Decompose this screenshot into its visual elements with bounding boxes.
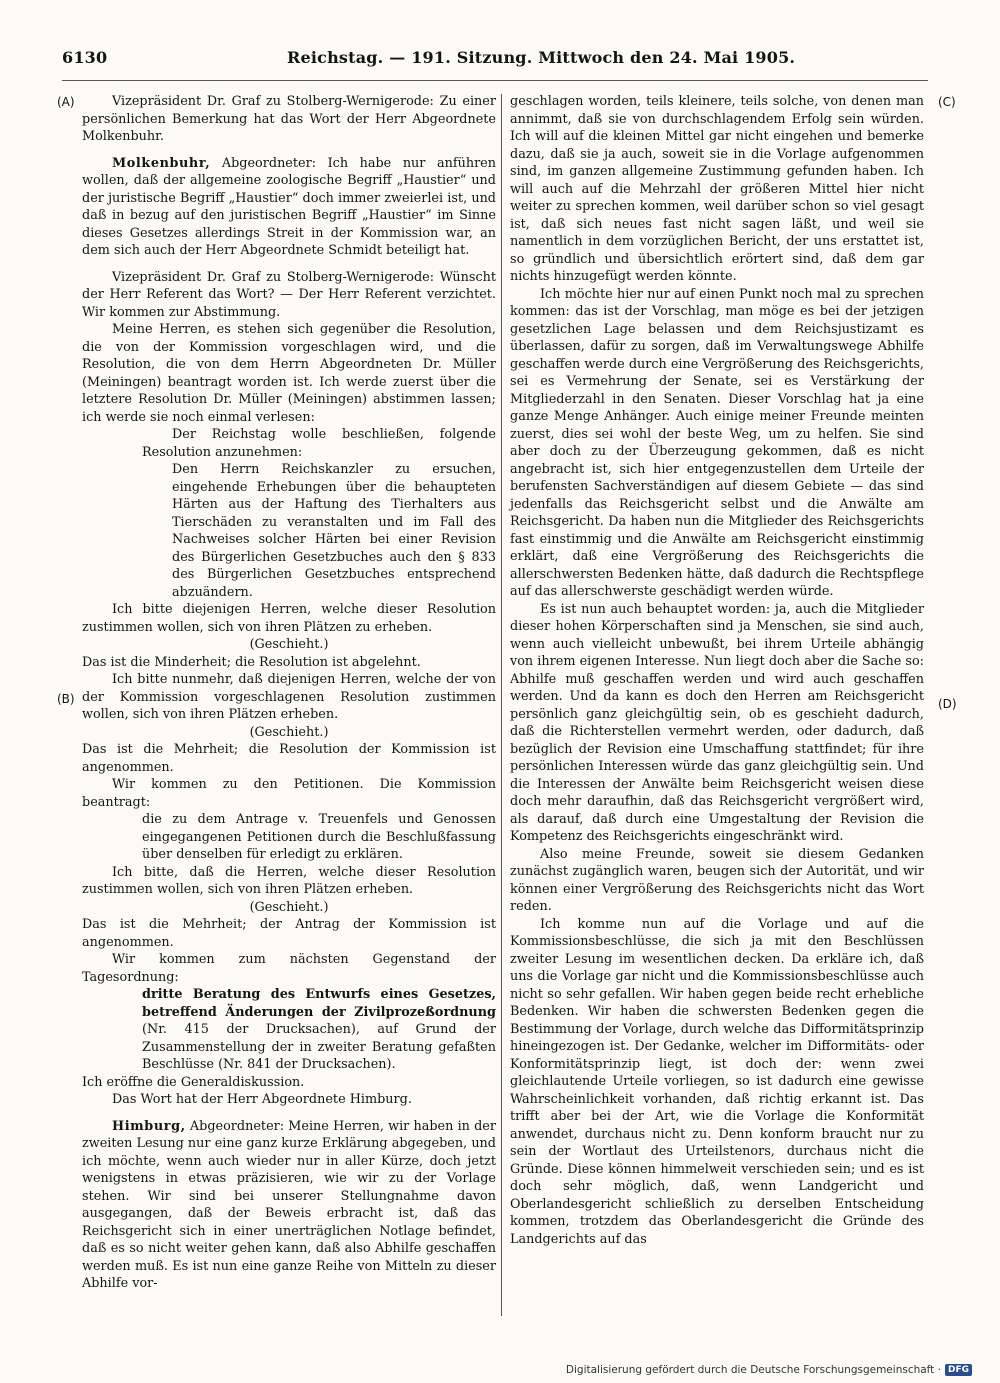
page-number: 6130 — [62, 48, 108, 67]
right-column — [510, 93, 924, 1248]
stage-direction: (Geschieht.) — [249, 724, 329, 740]
paragraph: Ich eröffne die Generaldiskussion. — [82, 1074, 305, 1090]
speech-text: Abgeordneter: Meine Herren, wir haben in der zweiten Lesung nur eine ganz kurze Erklärung abgegeben, und ich möchte, wenn auch wieder nur in aller Kürze, doch jetzt wenigstens in etwas präzisieren, wie wir zu der Vorlage stehen. Wir sind bei unserer Stellungnahme davon ausgegangen, daß der Beweis erbracht ist, daß das Reichsgericht sich in einer unerträglichen Notlage befindet, daß es so nicht weiter gehen kann, daß also Abhilfe geschaffen werden muß. Es ist nun eine ganze Reihe von Mitteln zu dieser Abhilfe vor- — [82, 1118, 496, 1291]
speech-paragraph — [82, 1118, 496, 1293]
paragraph: Wir kommen zu den Petitionen. Die Kommission beantragt: — [82, 777, 496, 810]
footer-text: Digitalisierung gefördert durch die Deutsche Forschungsgemeinschaft · — [565, 1364, 941, 1376]
header-rule — [62, 80, 928, 81]
stage-direction: (Geschieht.) — [249, 899, 329, 915]
paragraph: Das ist die Mehrheit; die Resolution der Kommission ist angenommen. — [82, 742, 496, 775]
paragraph: Es ist nun auch behauptet worden: ja, auch die Mitglieder dieser hohen Körperschaften sind ja Menschen, sie sind auch, wenn auch vielleicht unbewußt, bei ihrem Urteile abhängig von ihrem eigenen Interesse. Nun liegt doch aber die Sache so: Abhilfe muß geschaffen werden und wird auch geschaffen werden. Und da kann es doch den Herren am Reichsgericht persönlich ganz gleichgültig sein, ob es geschieht dadurch, daß die Richterstellen vermehrt werden, oder dadurch, daß bezüglich der Revision eine Umschaffung stattfindet; für ihre persönlichen Interessen würde das ganz gleichgültig sein. Und die Interessen der Anwälte beim Reichsgericht weisen diese doch mehr daraufhin, daß das Reichsgericht vergrößert wird, als darauf, daß durch eine Umgestaltung der Revision die Kompetenz des Reichsgerichts eingeschränkt wird. — [510, 601, 924, 844]
paragraph: Vizepräsident Dr. Graf zu Stolberg-Wernigerode: Zu einer persönlichen Bemerkung hat das Wort der Herr Abgeordnete Molkenbuhr. — [82, 94, 496, 144]
paragraph: Meine Herren, es stehen sich gegenüber die Resolution, die von der Kommission vorgeschlagen wird, und die Resolution, die von dem Herrn Abgeordneten Dr. Müller (Meiningen) beantragt worden ist. Ich werde zuerst über die letztere Resolution Dr. Müller (Meiningen) abstimmen lassen; ich werde sie noch einmal verlesen: — [82, 322, 496, 425]
stage-direction: (Geschieht.) — [249, 637, 329, 652]
quoted-motion: Der Reichstag wolle beschließen, folgende Resolution anzunehmen: — [142, 427, 496, 460]
margin-marker-c: (C) — [938, 95, 956, 109]
paragraph: Ich bitte, daß die Herren, welche dieser Resolution zustimmen wollen, sich von ihren Plätzen erheben. — [82, 864, 496, 897]
quoted-motion: die zu dem Antrage v. Treuenfels und Genossen eingegangenen Petitionen durch die Beschlußfassung über denselben für erledigt zu erklären. — [142, 812, 496, 862]
speech-text: Abgeordneter: Ich habe nur anführen wollen, daß der allgemeine zoologische Begriff „Haustier“ und der juristische Begriff „Haustier“ doch immer zweierlei ist, und daß in bezug auf den juristischen Begriff „Haustier“ im Sinne dieses Gesetzes allerdings Streit in der Kommission war, an dem sich auch der Herr Abgeordnete Schmidt beteiligt hat. — [82, 155, 496, 258]
column-divider — [501, 94, 502, 1316]
margin-marker-b: (B) — [57, 692, 75, 706]
agenda-item-title: dritte Beratung des Entwurfs eines Gesetzes, betreffend Änderungen der Zivilprozeßordnung — [142, 987, 496, 1020]
paragraph: geschlagen worden, teils kleinere, teils solche, von denen man annimmt, daß sie von durchschlagendem Erfolg sein würden. Ich will auf die kleinen Mittel gar nicht eingehen und bemerke dazu, daß sie ja auch, soweit sie in die Vorlage aufgenommen sind, im ganzen allgemeine Zustimmung gefunden haben. Ich will auch auf die Mehrzahl der größeren Mittel hier nicht weiter zu sprechen kommen, weil darüber schon so viel gesagt ist, daß sich neues fast nicht sagen läßt, und weil sie namentlich in dem vorzüglichen Bericht, der uns erstattet ist, so gründlich und übersichtlich erörtert sind, daß dem gar nichts hinzugefügt werden könnte. — [510, 94, 924, 284]
speaker-name: Himburg, — [112, 1118, 186, 1134]
footer-credit — [566, 1364, 972, 1376]
paragraph: Ich möchte hier nur auf einen Punkt noch mal zu sprechen kommen: das ist der Vorschlag, man möge es bei der jetzigen gesetzlichen Lage belassen und dem Reichsjustizamt es überlassen, dafür zu sorgen, daß im Verwaltungswege Abhilfe geschaffen werde durch eine Vergrößerung des Reichsgerichts, sei es Vermehrung der Senate, sei es Verstärkung der Mitgliederzahl in den Senaten. Dieser Vorschlag hat ja eine ganze Menge Anhänger. Auch einige meiner Freunde meinten zuerst, dies sei wohl der beste Weg, um zu helfen. Sie sind aber doch zu der Überzeugung gekommen, daß es nicht angebracht ist, sich hier entgegenzustellen dem Urteile der berufensten Sachverständigen auf diesem Gebiete — das sind jedenfalls das Reichsgericht selbst und die Anwälte am Reichsgericht. Da haben nun die Mitglieder des Reichsgerichts fast einstimmig und die Anwälte am Reichsgericht einstimmig erklärt, daß eine Vergrößerung des Reichsgerichts die allerschwersten Bedenken hätte, daß dadurch die Rechtspflege auf das allerschwerste geschädigt werden würde. — [510, 286, 924, 599]
running-title: Reichstag. — 191. Sitzung. Mittwoch den 24. Mai 1905. — [287, 48, 796, 67]
paragraph: Ich bitte nunmehr, daß diejenigen Herren, welche der von der Kommission vorgeschlagenen Resolution zustimmen wollen, sich von ihren Plätzen erheben. — [82, 672, 496, 722]
quoted-resolution: Den Herrn Reichskanzler zu ersuchen, eingehende Erhebungen über die behaupteten Härten aus der Haftung des Tierhalters aus Tierschäden zu veranstalten und im Fall des Nachweises solcher Härten bei einer Revision des Bürgerlichen Gesetzbuches auch den § 833 des Bürgerlichen Gesetzbuches entsprechend abzuändern. — [172, 462, 496, 600]
paragraph: Vizepräsident Dr. Graf zu Stolberg-Wernigerode: Wünscht der Herr Referent das Wort? — Der Herr Referent verzichtet. Wir kommen zur Abstimmung. — [82, 269, 496, 320]
margin-marker-d: (D) — [938, 697, 957, 711]
paragraph: Das ist die Minderheit; die Resolution ist abgelehnt. — [82, 654, 421, 670]
agenda-item — [82, 986, 496, 1074]
dfg-logo: DFG — [945, 1364, 972, 1376]
agenda-item-text: (Nr. 415 der Drucksachen), auf Grund der Zusammenstellung der in zweiter Beratung gefaßten Beschlüsse (Nr. 841 der Drucksachen). — [142, 1022, 496, 1072]
paragraph: Das Wort hat der Herr Abgeordnete Himburg. — [112, 1092, 412, 1107]
speech-paragraph — [82, 155, 496, 260]
page-header — [62, 48, 928, 72]
paragraph: Das ist die Mehrheit; der Antrag der Kommission ist angenommen. — [82, 917, 496, 950]
margin-marker-a: (A) — [57, 95, 75, 109]
speaker-name: Molkenbuhr, — [112, 155, 211, 171]
paragraph: Ich komme nun auf die Vorlage und auf die Kommissionsbeschlüsse, die sich ja mit den Beschlüssen zweiter Lesung im wesentlichen decken. Da erkläre ich, daß uns die Vorlage gar nicht und die Kommissionsbeschlüsse auch nicht so sehr gefallen. Wir haben gegen beide recht erhebliche Bedenken. Wir haben die schwersten Bedenken gegen die Bestimmung der Vorlage, durch welche das Difformitätsprinzip hineingezogen ist. Der Gedanke, welcher im Difformitäts- oder Konformitätsprinzip liegt, ist doch der: wenn zwei gleichlautende Urteile vorliegen, so ist dadurch eine gewisse Wahrscheinlichkeit vorhanden, daß richtig erkannt ist. Das trifft aber bei der Art, wie die Vorlage die Konformität anwendet, durchaus nicht zu. Denn konform braucht nur zu sein der Wortlaut des Urteilstenors, durchaus nicht die Gründe. Diese können himmelweit verschieden sein; und es ist doch sehr möglich, daß, wenn Landgericht und Oberlandesgericht schließlich zu derselben Entscheidung kommen, trotzdem das Oberlandesgericht die Gründe des Landgerichts auf das — [510, 916, 924, 1247]
paragraph: Wir kommen zum nächsten Gegenstand der Tagesordnung: — [82, 952, 496, 985]
paragraph: Also meine Freunde, soweit sie diesem Gedanken zunächst zugänglich waren, beugen sich der Autorität, und wir können einer Vergrößerung des Reichsgerichts nicht das Wort reden. — [510, 846, 924, 914]
paragraph: Ich bitte diejenigen Herren, welche dieser Resolution zustimmen wollen, sich von ihren Plätzen zu erheben. — [82, 602, 496, 635]
left-column — [82, 93, 496, 1293]
